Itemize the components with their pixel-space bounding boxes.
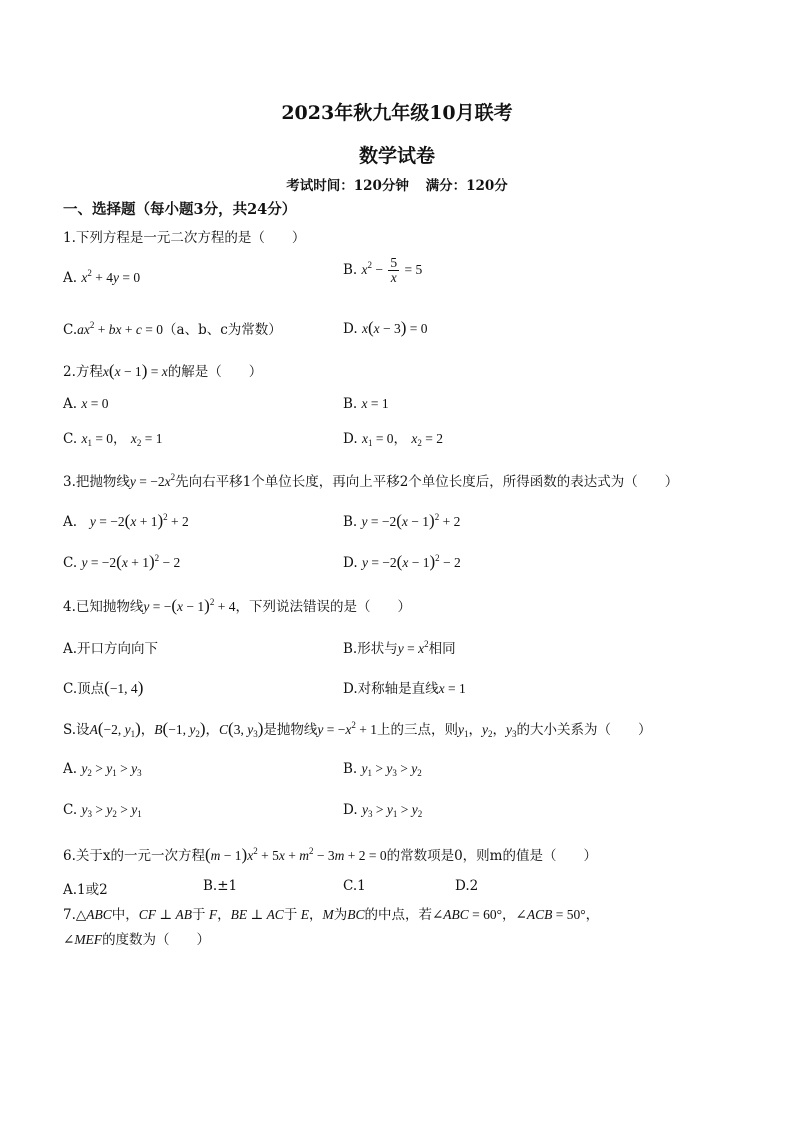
q2-stem: 2.方程x(x − 1) = x的解是（ ）: [63, 361, 263, 380]
q4-option-a: A.开口方向向下: [63, 641, 159, 657]
full-score: 满分：120分: [425, 178, 508, 194]
q3-option-b: B. $y = -2(x - 1)^2 + 2$: [343, 511, 461, 530]
q2-option-d: D. $x_1 = 0$， $x_2 = 2$: [343, 431, 443, 448]
q7-stem-line1: 7.△ABC中，CF ⊥ AB于 F，BE ⊥ AC于 E，M为BC的中点，若∠ABC = 60°，∠ACB = 50°，: [63, 907, 600, 923]
q3-option-d: D. $y = -2(x - 1)^2 - 2$: [343, 552, 461, 571]
exam-time: 考试时间：120分钟: [286, 178, 409, 194]
q4-option-b: B.形状与$y = x^2$相同: [343, 639, 456, 657]
exam-title: 2023年秋九年级10月联考: [281, 102, 513, 124]
q3-option-a: A. $y = -2(x + 1)^2 + 2$: [63, 511, 189, 530]
exam-subtitle: 数学试卷: [358, 145, 435, 167]
section-heading: 一、选择题（每小题3分，共24分）: [63, 201, 297, 218]
q6-option-a: A.1或2: [63, 882, 108, 898]
q6-option-d: D.2: [455, 878, 479, 894]
q5-option-c: C. $y_3 > y_2 > y_1$: [63, 802, 142, 819]
q5-stem: S.设A(−2, $y_1$)，B(−1, $y_2$)，C(3, $y_3$)是抛物线$y = -x^2 + 1$上的三点，则$y_1$，$y_2$，$y_3$的大小关系为（ ）: [63, 719, 652, 739]
q3-stem: 3.把抛物线$y = -2x^2$先向右平移1个单位长度，再向上平移2个单位长度后，所得函数的表达式为（ ）: [63, 472, 679, 490]
q4-option-d: D.对称轴是直线x = 1: [343, 681, 466, 697]
q5-option-d: D. $y_3 > y_1 > y_2$: [343, 802, 423, 819]
q3-option-c: C. $y = -2(x + 1)^2 - 2$: [63, 552, 181, 571]
q7-stem-line2: ∠MEF的度数为（ ）: [63, 932, 211, 948]
q6-option-c: C.1: [343, 878, 366, 894]
q1-stem: 1.下列方程是一元二次方程的是（ ）: [63, 230, 306, 246]
q4-option-c: C.顶点(−1, 4): [63, 678, 144, 697]
q4-stem: 4.已知抛物线$y = -(x - 1)^2 + 4$，下列说法错误的是（ ）: [63, 596, 411, 615]
q2-option-a: A. x = 0: [63, 396, 109, 412]
q5-option-a: A. $y_2 > y_1 > y_3$: [63, 761, 142, 778]
q2-option-b: B. x = 1: [343, 396, 389, 412]
q1-option-d: D. x(x − 3) = 0: [343, 318, 428, 337]
q1-option-a: A. $x^2 + 4y = 0$: [63, 268, 141, 286]
q5-option-b: B. $y_1 > y_3 > y_2$: [343, 761, 422, 778]
q1-option-c: $C.ax^2$ + bx + c = 0（a、b、c为常数）: [63, 320, 282, 338]
exam-meta: [0, 174, 794, 194]
q6-option-b: B.±1: [203, 878, 238, 894]
q6-stem: 6.关于x的一元一次方程$(m - 1)x^2 + 5x + m^2 - 3m + 2 = 0$的常数项是0，则m的值是（ ）: [63, 845, 597, 864]
q1-option-b: B. $x^2$ − $\frac{5}{x}$ = 5: [343, 255, 423, 285]
q2-option-c: C. $x_1 = 0$， $x_2 = 1$: [63, 431, 163, 448]
